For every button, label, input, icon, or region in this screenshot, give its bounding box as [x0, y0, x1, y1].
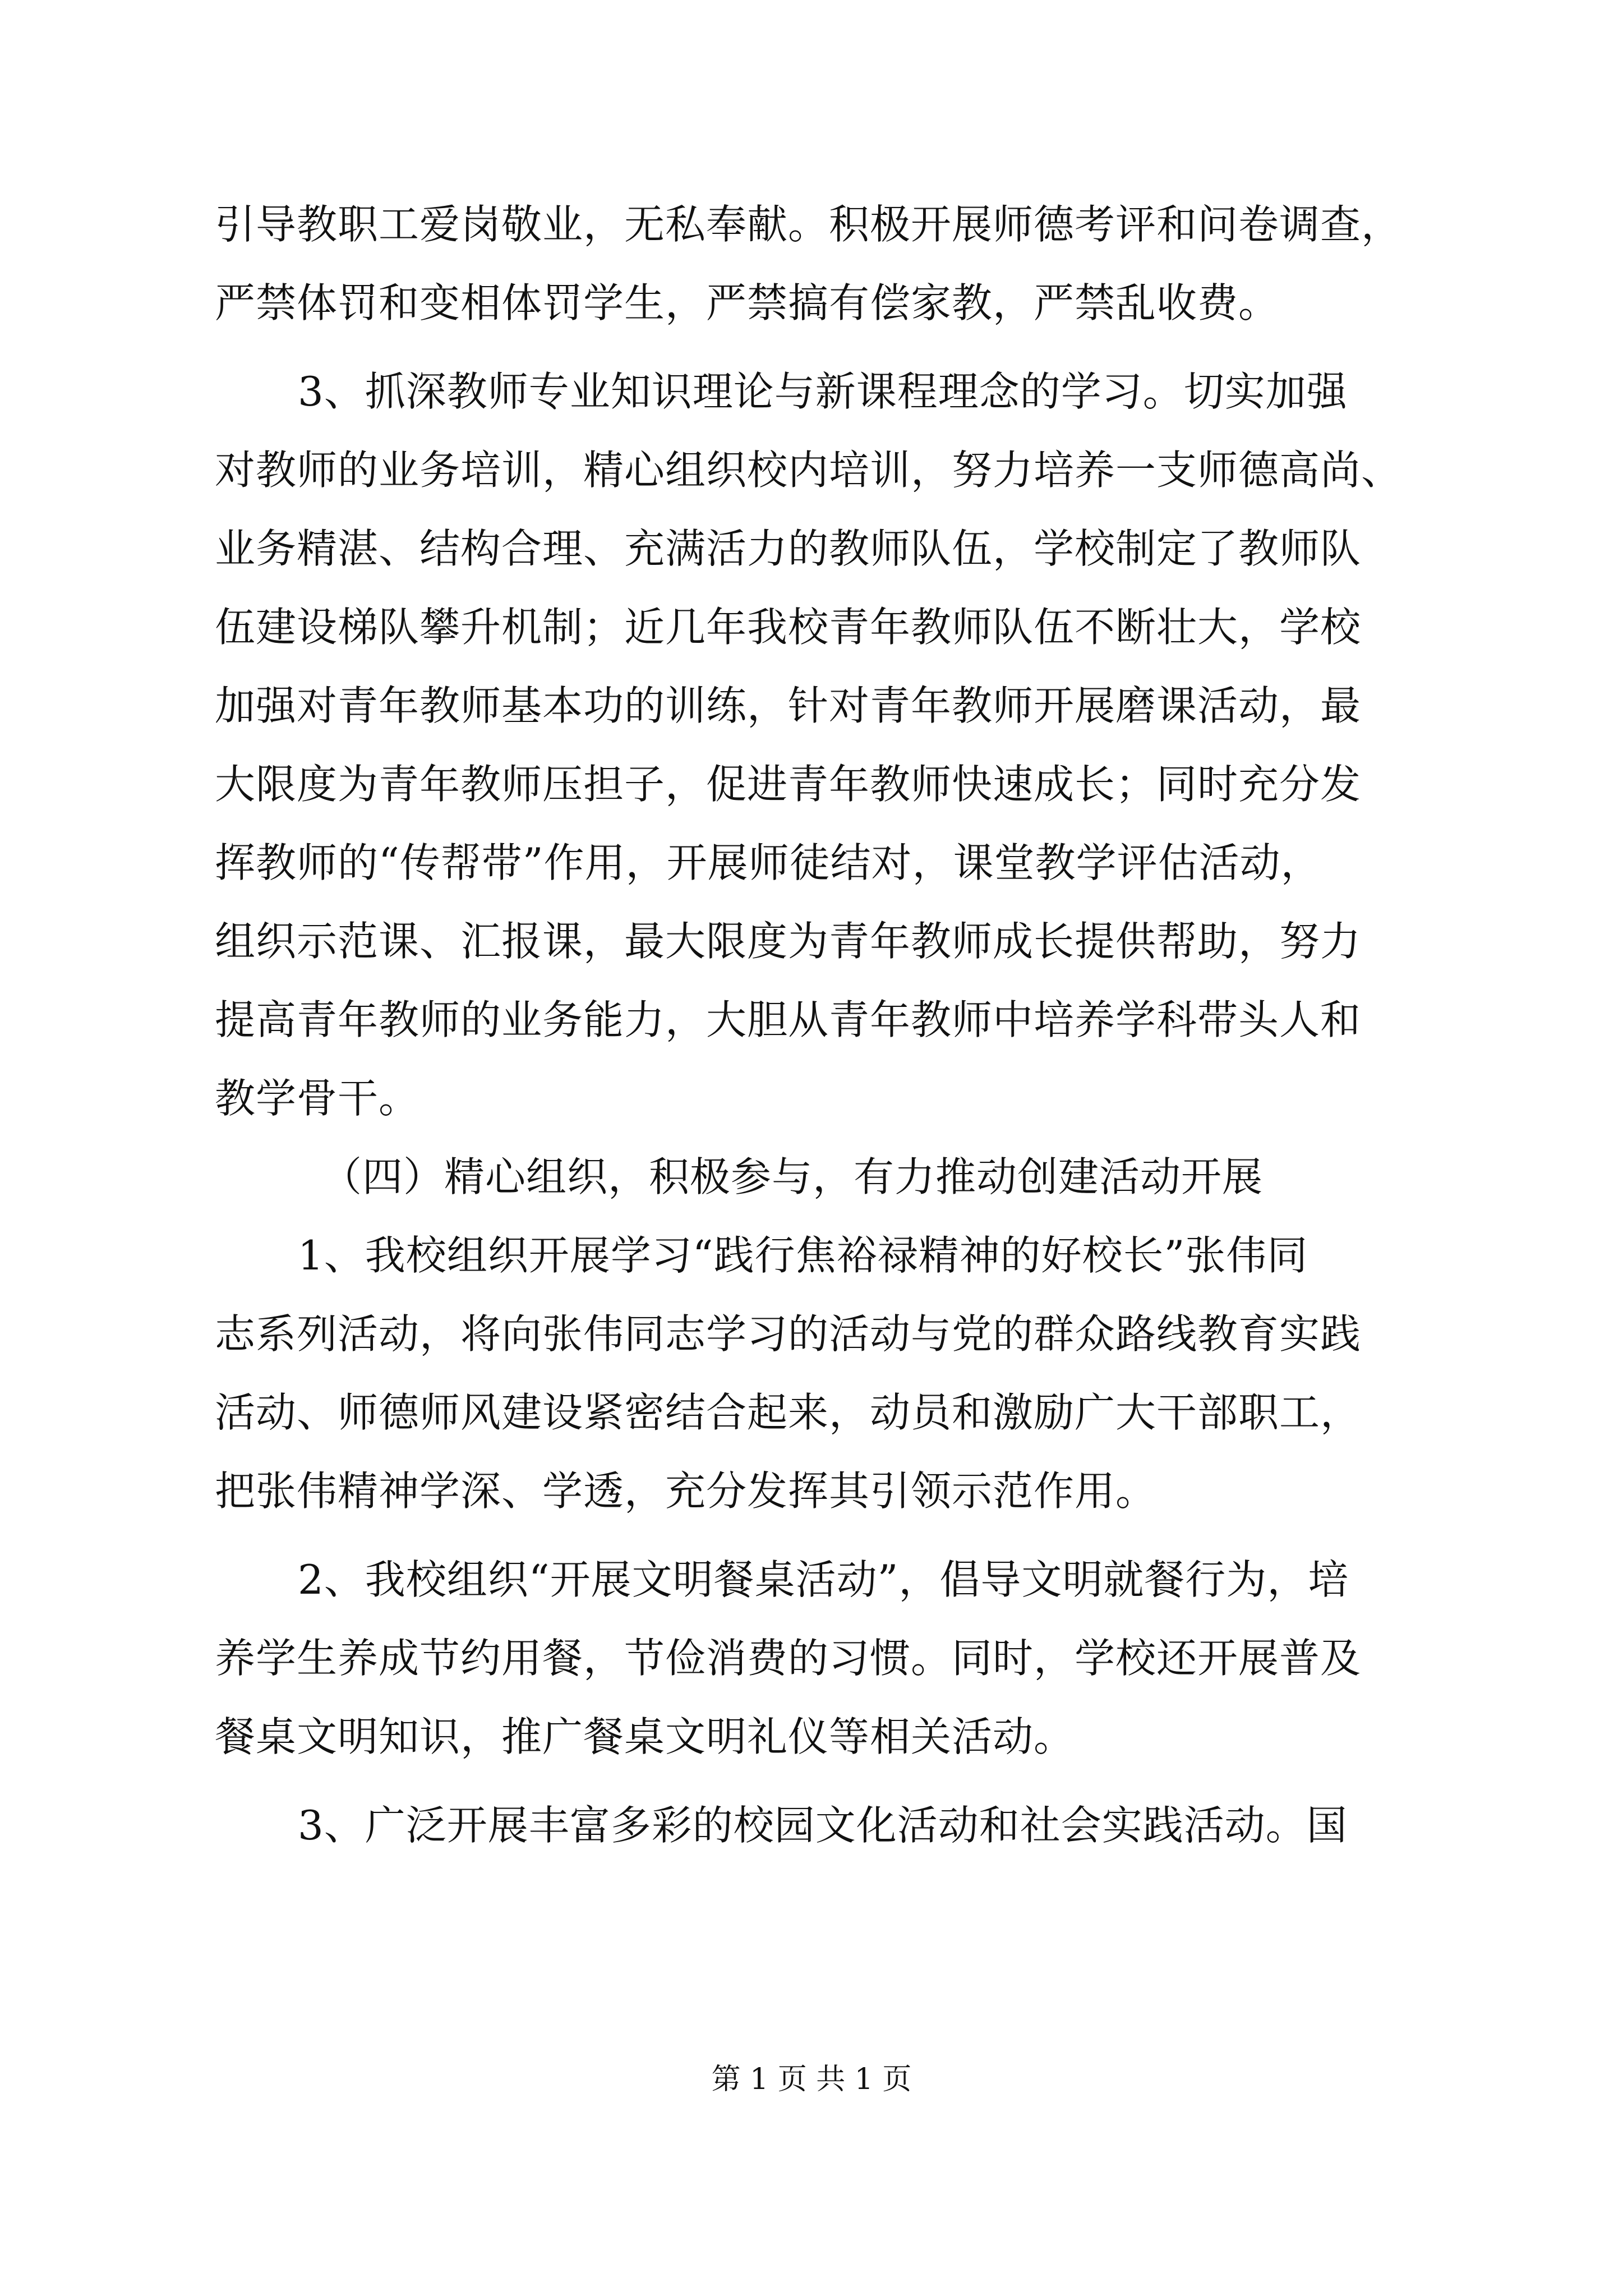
- paragraph-start-line: 3、抓深教师专业知识理论与新课程理念的学习。切实加强: [298, 368, 1348, 415]
- section-heading: （四）精心组织，积极参与，有力推动创建活动开展: [321, 1153, 1264, 1200]
- page-footer: 第 1 页 共 1 页: [711, 2063, 912, 2096]
- text-line: 对教师的业务培训，精心组织校内培训，努力培养一支师德高尚、: [215, 447, 1403, 494]
- text-line: 加强对青年教师基本功的训练，针对青年教师开展磨课活动，最: [215, 682, 1362, 729]
- text-line: 活动、师德师风建设紧密结合起来，动员和激励广大干部职工，: [215, 1389, 1362, 1436]
- text-line: 引导教职工爱岗敬业，无私奉献。积极开展师德考评和问卷调查，: [215, 201, 1403, 248]
- text-line: 业务精湛、结构合理、充满活力的教师队伍，学校制定了教师队: [215, 525, 1362, 572]
- paragraph-start-line: 2、我校组织“开展文明餐桌活动”，倡导文明就餐行为，培: [298, 1556, 1349, 1603]
- paragraph-start-line: 3、广泛开展丰富多彩的校园文化活动和社会实践活动。国: [298, 1802, 1348, 1849]
- text-line: 组织示范课、汇报课，最大限度为青年教师成长提供帮助，努力: [215, 918, 1362, 965]
- text-line: 餐桌文明知识，推广餐桌文明礼仪等相关活动。: [215, 1713, 1075, 1760]
- text-line: 教学骨干。: [215, 1075, 420, 1122]
- text-line: 提高青年教师的业务能力，大胆从青年教师中培养学科带头人和: [215, 996, 1362, 1043]
- text-line: 挥教师的“传帮带”作用，开展师徒结对，课堂教学评估活动，: [215, 839, 1322, 886]
- paragraph-start-line: 1、我校组织开展学习“践行焦裕禄精神的好校长”张伟同: [298, 1232, 1308, 1279]
- text-line: 志系列活动，将向张伟同志学习的活动与党的群众路线教育实践: [215, 1310, 1362, 1358]
- text-line: 伍建设梯队攀升机制；近几年我校青年教师队伍不断壮大，学校: [215, 604, 1362, 651]
- text-line: 严禁体罚和变相体罚学生，严禁搞有偿家教，严禁乱收费。: [215, 279, 1280, 326]
- text-line: 把张伟精神学深、学透，充分发挥其引领示范作用。: [215, 1467, 1157, 1515]
- text-line: 大限度为青年教师压担子，促进青年教师快速成长；同时充分发: [215, 761, 1362, 808]
- text-line: 养学生养成节约用餐，节俭消费的习惯。同时，学校还开展普及: [215, 1635, 1362, 1682]
- document-body: [215, 185, 1421, 1865]
